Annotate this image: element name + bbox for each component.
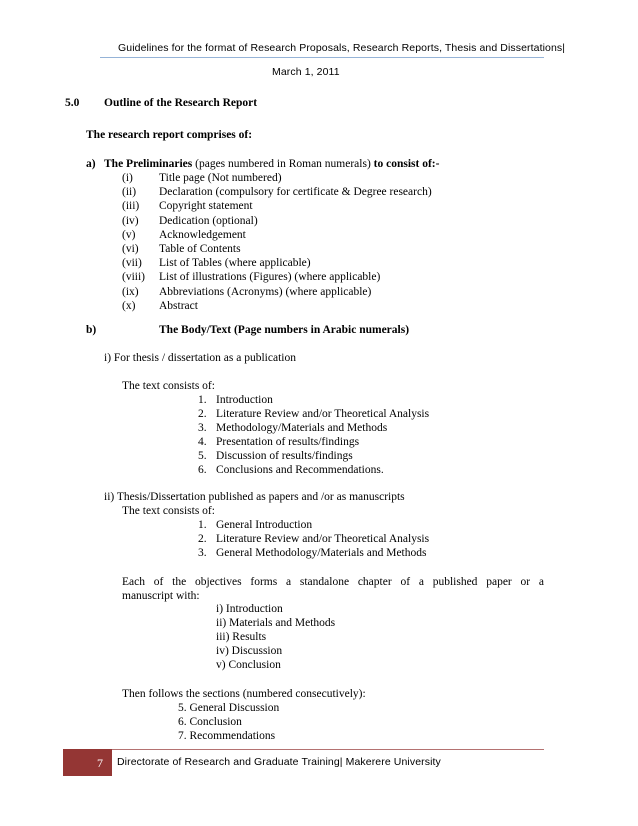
sub2-item-text: General Introduction — [216, 519, 313, 531]
prelim-title-bold: The Preliminaries — [104, 158, 193, 170]
sub2-title: ii) Thesis/Dissertation published as papers and /or as manuscripts — [104, 491, 405, 503]
header-title: Guidelines for the format of Research Proposals, Research Reports, Thesis and Dissertations| — [118, 42, 566, 54]
sub1-item-text: Presentation of results/findings — [216, 436, 360, 448]
prelim-item-text: Declaration (compulsory for certificate & Degree research) — [159, 186, 432, 199]
section-item: 5. General Discussion — [178, 702, 280, 714]
intro-text: The research report comprises of: — [86, 129, 253, 141]
then-follows-text: Then follows the sections (numbered consecutively): — [122, 688, 366, 700]
prelim-item-text: Table of Contents — [159, 243, 241, 255]
prelim-item-number: (v) — [122, 228, 136, 241]
prelim-item-text: Title page (Not numbered) — [159, 172, 282, 184]
prelim-item-text: Abbreviations (Acronyms) (where applicable) — [159, 285, 372, 298]
sub2-paragraph-line2: manuscript with: — [122, 590, 200, 602]
prelim-item-number: (x) — [122, 299, 136, 312]
prelim-item-number: (iv) — [122, 214, 139, 227]
prelim-item-text: Copyright statement — [159, 200, 253, 213]
footer-rule — [112, 749, 544, 750]
prelim-item-number: (ii) — [122, 186, 137, 199]
chapter-item: v) Conclusion — [216, 659, 281, 671]
prelim-item-text: List of Tables (where applicable) — [159, 257, 311, 270]
footer-page-box — [63, 749, 112, 776]
header-rule — [100, 57, 544, 58]
prelim-item-number: (vii) — [122, 257, 142, 270]
sub1-item-text: Conclusions and Recommendations. — [216, 464, 384, 476]
sub2-item-text: General Methodology/Materials and Methods — [216, 547, 427, 559]
sub1-item-number: 5. — [198, 450, 207, 462]
prelim-title-mid: (pages numbered in Roman numerals) — [195, 158, 371, 170]
chapter-item: iv) Discussion — [216, 645, 283, 657]
sub2-item-number: 3. — [198, 547, 207, 559]
prelim-item-text: Dedication (optional) — [159, 214, 258, 227]
footer-text: Directorate of Research and Graduate Training| Makerere University — [117, 756, 441, 768]
sub1-item-number: 6. — [198, 464, 207, 476]
sub2-item-number: 1. — [198, 519, 207, 531]
sub1-item-number: 3. — [198, 422, 207, 434]
prelim-heading — [104, 158, 439, 170]
sub1-consists: The text consists of: — [122, 380, 215, 392]
prelim-label: a) — [86, 158, 96, 170]
prelim-item-number: (iii) — [122, 200, 140, 213]
section-title: Outline of the Research Report — [104, 97, 258, 109]
sub1-item-number: 2. — [198, 408, 207, 420]
prelim-title-end: to consist of:- — [373, 158, 440, 170]
section-item: 7. Recommendations — [178, 730, 276, 742]
prelim-item-number: (ix) — [122, 285, 139, 298]
sub1-item-text: Introduction — [216, 394, 273, 406]
header-date: March 1, 2011 — [272, 66, 340, 78]
sub1-item-number: 1. — [198, 394, 207, 406]
chapter-item: ii) Materials and Methods — [216, 617, 336, 629]
body-label: b) — [86, 324, 97, 336]
prelim-item-number: (i) — [122, 172, 133, 184]
prelim-item-number: (vi) — [122, 243, 139, 255]
body-title: The Body/Text (Page numbers in Arabic numerals) — [159, 324, 410, 336]
sub2-paragraph-line1: Each of the objectives forms a standalone chapter of a published paper or a — [122, 576, 544, 588]
prelim-item-text: List of illustrations (Figures) (where applicable) — [159, 271, 381, 284]
footer-page-number: 7 — [97, 756, 103, 770]
chapter-item: i) Introduction — [216, 603, 283, 615]
sub2-consists: The text consists of: — [122, 505, 215, 517]
sub1-title: i) For thesis / dissertation as a publication — [104, 352, 296, 364]
prelim-item-text: Abstract — [159, 299, 198, 312]
prelim-item-text: Acknowledgement — [159, 228, 246, 241]
section-item: 6. Conclusion — [178, 716, 242, 728]
sub1-item-text: Discussion of results/findings — [216, 450, 353, 462]
section-number: 5.0 — [65, 97, 80, 109]
sub1-item-text: Methodology/Materials and Methods — [216, 422, 388, 434]
chapter-item: iii) Results — [216, 631, 267, 643]
prelim-item-number: (viii) — [122, 271, 145, 284]
sub2-item-text: Literature Review and/or Theoretical Analysis — [216, 533, 430, 545]
sub1-item-text: Literature Review and/or Theoretical Analysis — [216, 408, 430, 420]
sub2-item-number: 2. — [198, 533, 207, 545]
sub1-item-number: 4. — [198, 436, 207, 448]
